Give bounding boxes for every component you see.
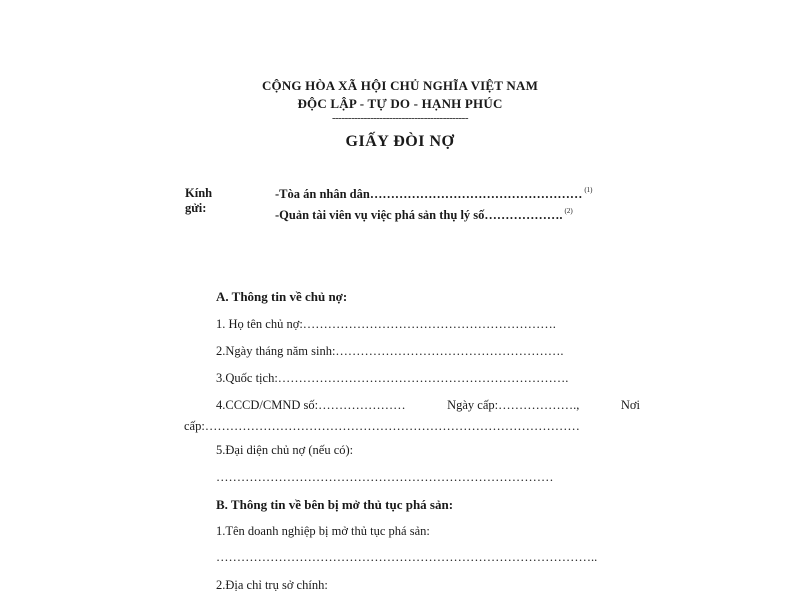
creditor-id-field	[216, 398, 640, 413]
creditor-birthdate-field: 2.Ngày tháng năm sinh:……………………………………………….	[216, 344, 564, 358]
creditor-representative-line: ………………………………………………………………………	[216, 470, 554, 484]
creditor-name-field: 1. Họ tên chủ nợ:…………………………………………………….	[216, 317, 556, 331]
document-title: GIẤY ĐÒI NỢ	[345, 133, 455, 150]
national-name: CỘNG HÒA XÃ HỘI CHỦ NGHĨA VIỆT NAM	[261, 78, 539, 93]
creditor-nationality-field: 3.Quốc tịch:…………………………………………………………….	[216, 371, 569, 385]
section-a-heading: A. Thông tin về chủ nợ:	[216, 289, 348, 304]
addressee-administrator	[275, 207, 573, 223]
addressee-court-text: -Tòa án nhân dân……………………………………………	[275, 187, 583, 201]
section-b-heading: B. Thông tin về bên bị mở thủ tục phá sản:	[216, 497, 454, 512]
head-office-address-label: 2.Địa chỉ trụ sở chính:	[216, 578, 328, 592]
footnote-marker-1: (1)	[584, 186, 593, 194]
creditor-representative-label: 5.Đại diện chủ nợ (nếu có):	[216, 443, 354, 457]
id-number-text: 4.CCCD/CMND số:…………………	[216, 398, 406, 412]
header-divider: -------------------------------------------	[331, 112, 468, 124]
national-motto: ĐỘC LẬP - TỰ DO - HẠNH PHÚC	[297, 96, 503, 111]
id-issue-place-label: Nơi	[620, 398, 640, 412]
footnote-marker-2: (2)	[564, 207, 573, 215]
document-header	[0, 78, 800, 151]
addressee-label: Kính gửi:	[185, 186, 213, 215]
bankrupt-company-label: 1.Tên doanh nghiệp bị mở thủ tục phá sản:	[216, 524, 430, 538]
bankrupt-company-line: ………………………………………………………………………………..	[216, 550, 598, 564]
id-issue-date-text: Ngày cấp:……………….,	[447, 398, 580, 412]
addressee-administrator-text: -Quản tài viên vụ việc phá sản thụ lý số……………….	[275, 208, 563, 222]
id-issue-place-field: cấp:………………………………………………………………………………	[184, 419, 580, 433]
addressee-court	[275, 186, 593, 202]
